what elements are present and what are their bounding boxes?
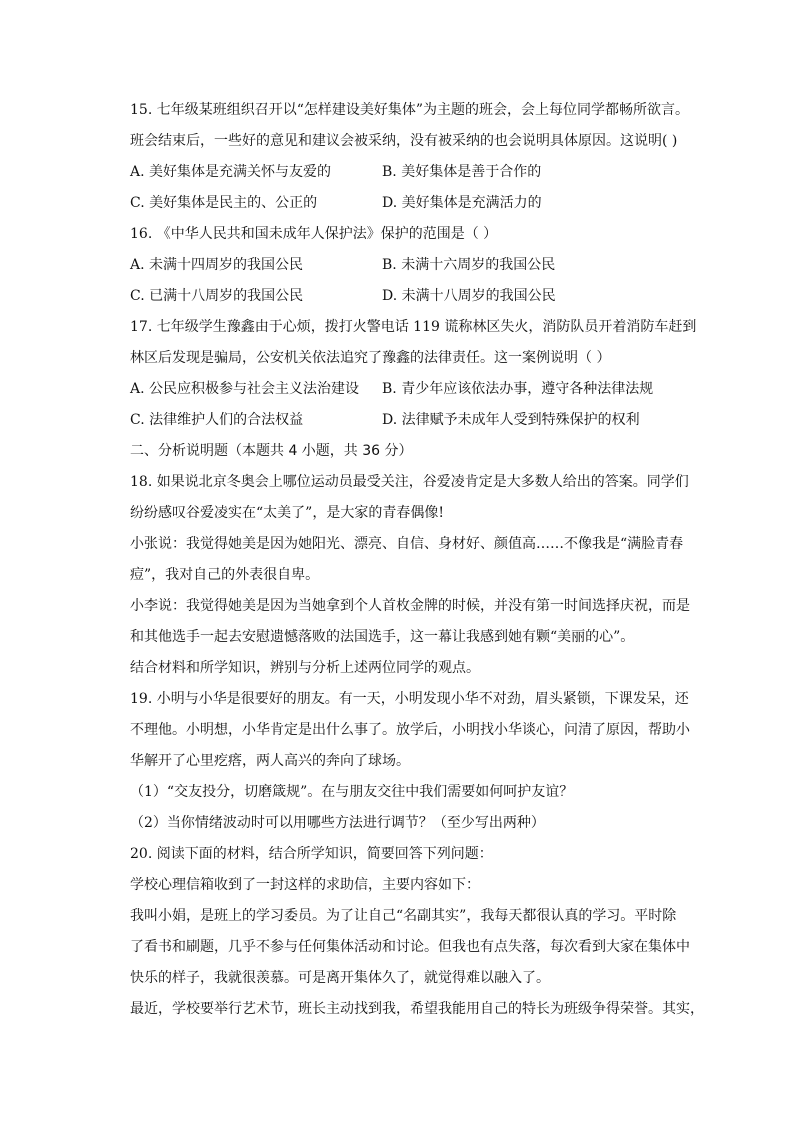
paragraph-line: 和其他选手一起去安慰遗憾落败的法国选手，这一幕让我感到她有颗“美丽的心”。 — [130, 629, 635, 645]
options-row — [130, 162, 675, 193]
options-row — [130, 286, 675, 317]
paragraph-line: 我叫小娟，是班上的学习委员。为了让自己“名副其实”，我每天都很认真的学习。平时除 — [130, 908, 677, 924]
question-18 — [130, 472, 690, 689]
question-stem: 班会结束后，一些好的意见和建议会被采纳，没有被采纳的也会说明具体原因。这说明( ) — [130, 133, 678, 149]
option-b: B. 美好集体是善于合作的 — [382, 164, 542, 180]
section-heading: 二、分析说明题（本题共 4 小题，共 36 分） — [130, 443, 413, 459]
options-row — [130, 410, 675, 441]
question-stem: 15. 七年级某班组织召开以“怎样建设美好集体”为主题的班会，会上每位同学都畅所欲言。 — [130, 102, 690, 118]
paragraph-line: 20. 阅读下面的材料，结合所学知识，简要回答下列问题： — [130, 846, 493, 862]
paragraph-line: 不理他。小明想，小华肯定是出什么事了。放学后，小明找小华谈心，问清了原因，帮助小 — [130, 722, 690, 738]
paragraph-line: 19. 小明与小华是很要好的朋友。有一天，小明发现小华不对劲，眉头紧锁，下课发呆，还 — [130, 691, 689, 707]
option-c: C. 美好集体是民主的、公正的 — [130, 195, 318, 211]
question-19 — [130, 689, 690, 844]
option-b: B. 青少年应该依法办事，遵守各种法律法规 — [382, 381, 654, 397]
question-stem: 16. 《中华人民共和国未成年人保护法》保护的范围是（ ） — [130, 226, 498, 242]
question-15 — [130, 100, 690, 224]
sub-question-1: （1）“交友投分，切磨箴规”。在与朋友交往中我们需要如何呵护友谊？ — [130, 784, 574, 800]
option-c: C. 法律维护人们的合法权益 — [130, 412, 304, 428]
paragraph-line: 结合材料和所学知识，辨别与分析上述两位同学的观点。 — [130, 660, 480, 676]
paragraph-line: 痘”，我对自己的外表很自卑。 — [130, 567, 320, 583]
options-row — [130, 193, 675, 224]
question-stem: 17. 七年级学生豫鑫由于心烦，拨打火警电话 119 谎称林区失火，消防队员开着消防车赶到 — [130, 319, 697, 335]
paragraph-line: 学校心理信箱收到了一封这样的求助信，主要内容如下： — [130, 877, 480, 893]
option-b: B. 未满十六周岁的我国公民 — [382, 257, 556, 273]
option-a: A. 美好集体是充满关怀与友爱的 — [130, 164, 332, 180]
option-d: D. 未满十八周岁的我国公民 — [382, 288, 556, 304]
question-16 — [130, 224, 675, 317]
paragraph-line: 最近，学校要举行艺术节，班长主动找到我，希望我能用自己的特长为班级争得荣誉。其实， — [130, 1001, 704, 1017]
option-a: A. 未满十四周岁的我国公民 — [130, 257, 304, 273]
option-d: D. 法律赋予未成年人受到特殊保护的权利 — [382, 412, 640, 428]
paragraph-line: 快乐的样子，我就很羡慕。可是离开集体久了，就觉得难以融入了。 — [130, 970, 550, 986]
paragraph-line: 纷纷感叹谷爱凌实在“太美了”，是大家的青春偶像! — [130, 505, 444, 521]
sub-question-2: （2）当你情绪波动时可以用哪些方法进行调节？（至少写出两种） — [130, 815, 545, 831]
paragraph-line: 小李说：我觉得她美是因为当她拿到个人首枚金牌的时候，并没有第一时间选择庆祝，而是 — [130, 598, 690, 614]
paragraph-line: 18. 如果说北京冬奥会上哪位运动员最受关注，谷爱凌肯定是大多数人给出的答案。同学们 — [130, 474, 689, 490]
question-17 — [130, 317, 697, 441]
option-d: D. 美好集体是充满活力的 — [382, 195, 542, 211]
document-page — [130, 100, 704, 1030]
paragraph-line: 小张说：我觉得她美是因为她阳光、漂亮、自信、身材好、颜值高……不像我是“满脸青春 — [130, 536, 684, 552]
options-row — [130, 379, 675, 410]
question-stem: 林区后发现是骗局，公安机关依法追究了豫鑫的法律责任。这一案例说明（ ） — [130, 350, 611, 366]
paragraph-line: 了看书和刷题，几乎不参与任何集体活动和讨论。但我也有点失落，每次看到大家在集体中 — [130, 939, 690, 955]
question-20 — [130, 844, 704, 1030]
options-row — [130, 255, 675, 286]
option-c: C. 已满十八周岁的我国公民 — [130, 288, 304, 304]
option-a: A. 公民应积极参与社会主义法治建设 — [130, 381, 360, 397]
paragraph-line: 华解开了心里疙瘩，两人高兴的奔向了球场。 — [130, 753, 410, 769]
